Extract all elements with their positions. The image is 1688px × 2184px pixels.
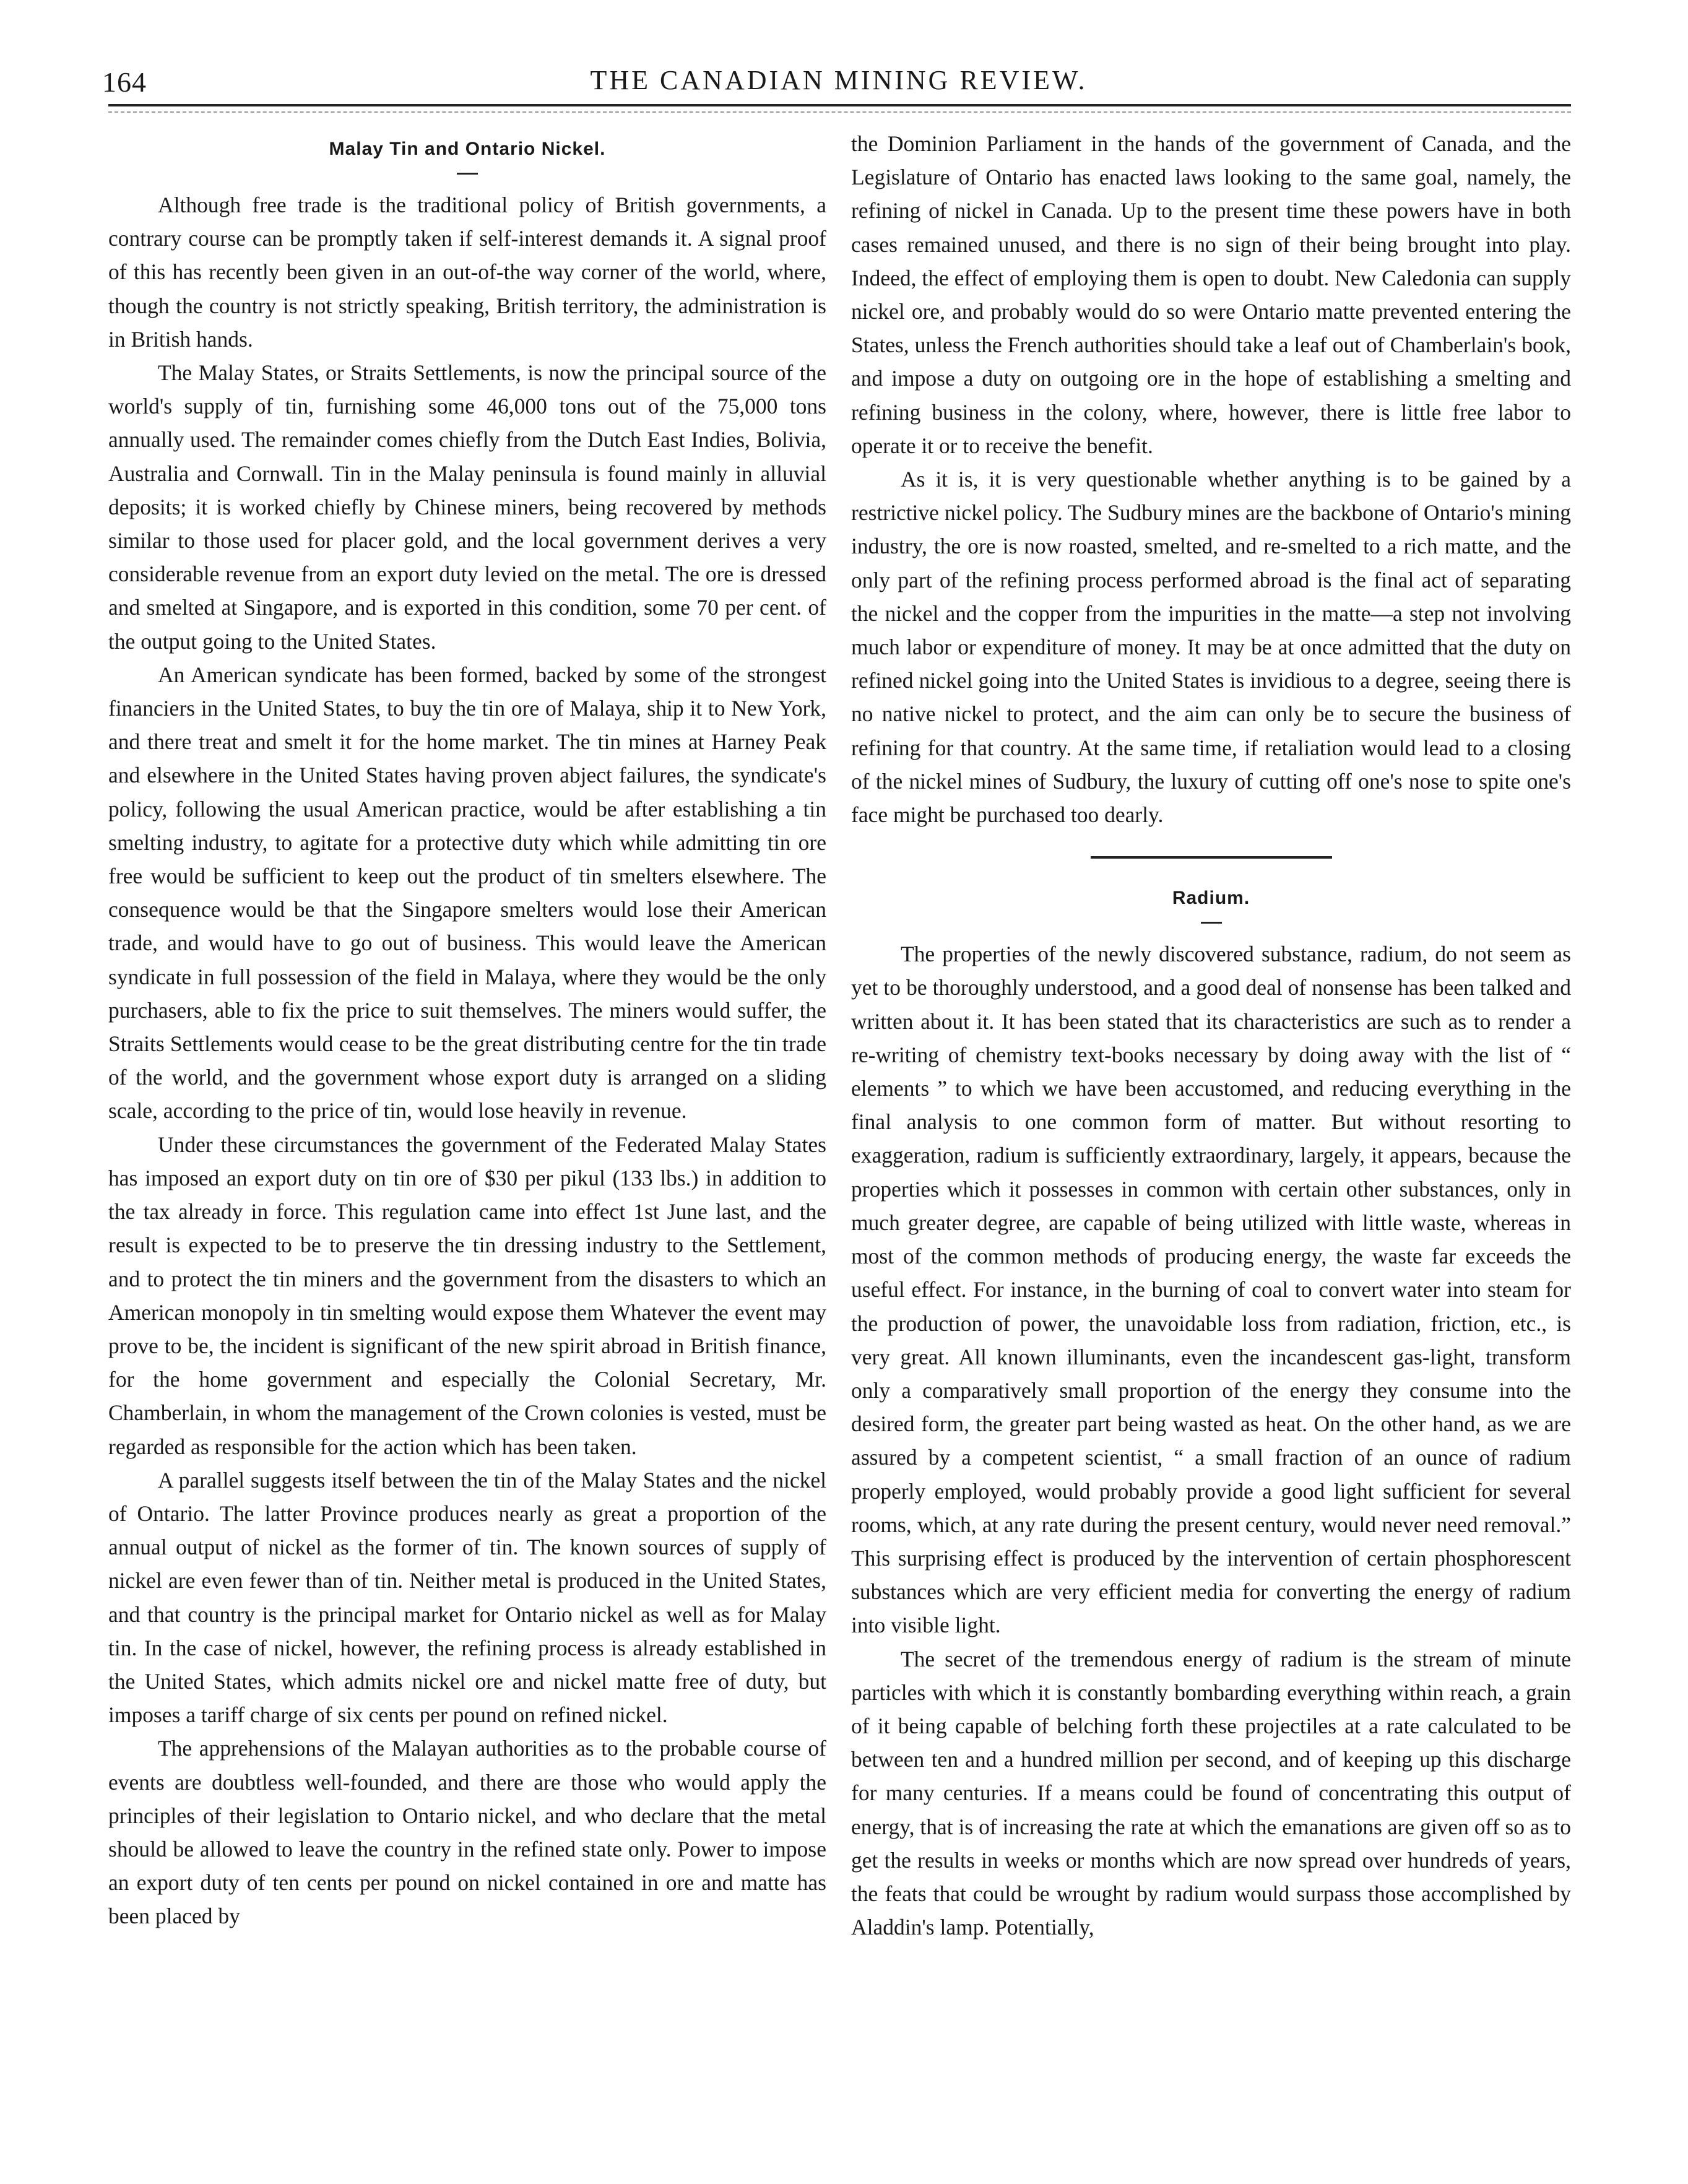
paragraph: The apprehensions of the Malayan authorities as to the probable course of events are doubtless well-founded, and there are those who would apply the principles of their legislation to Ontario nickel, and who declare that the metal should be allowed to leave the country in the refined state only. Power to impose an export duty of ten cents per pound on nickel contained in ore and matte has been placed by [108, 1736, 826, 1929]
header-rule-dashed [108, 111, 1571, 113]
paragraph: An American syndicate has been formed, backed by some of the strongest financiers in the United States, to buy the tin ore of Malaya, ship it to New York, and there treat and smelt it for the home market. The tin mines at Harney Peak and elsewhere in the United States having proven abject failures, the syndicate's policy, following the usual American practice, would be after establishing a tin smelting industry, to agitate for a protective duty which while admitting tin ore free would be sufficient to keep out the product of tin smelters elsewhere. The consequence would be that the Singapore smelters would lose their American trade, and would have to go out of business. This would leave the American syndicate in full possession of the field in Malaya, where they would be the only purchasers, able to fix the price to suit themselves. The miners would suffer, the Straits Settlements would cease to be the great distributing centre for the tin trade of the world, and the government whose export duty is arranged on a sliding scale, according to the price of tin, would lose heavily in revenue. [108, 662, 826, 1124]
article-title-radium: Radium. [1172, 888, 1250, 909]
title-dash [1201, 922, 1222, 924]
title-dash [457, 173, 478, 175]
paragraph-continued: the Dominion Parliament in the hands of the government of Canada, and the Legislature of Ontario has enacted laws looking to the same goal, namely, the refining of nickel in Canada. Up to the present time these powers have in both cases remained unused, and there is no sign of their being brought into play. Indeed, the effect of employing them is open to doubt. New Caledonia can supply nickel ore, and probably would do so were Ontario matte prevented entering the States, unless the French authorities should take a leaf out of Chamberlain's book, and impose a duty on outgoing ore in the hope of establishing a smelting and refining business in the colony, where, however, there is little free labor to operate it or to receive the benefit. [851, 131, 1571, 458]
paragraph: A parallel suggests itself between the tin of the Malay States and the nickel of Ontario. The latter Province produces nearly as great a proportion of the annual output of nickel as the former of tin. The known sources of supply of nickel are even fewer than of tin. Neither metal is produced in the United States, and that country is the principal market for Ontario nickel as well as for Malay tin. In the case of nickel, however, the refining process is already established in the United States, which admits nickel ore and nickel matte free of duty, but imposes a tariff charge of six cents per pound on refined nickel. [108, 1467, 826, 1728]
paragraph: The secret of the tremendous energy of radium is the stream of minute particles with which it is constantly bombarding everything within reach, a grain of it being capable of belching forth these projectiles at a rate calculated to be between ten and a hundred million per second, and of keeping up this discharge for many centuries. If a means could be found of concentrating this output of energy, that is of increasing the rate at which the emanations are given off so as to get the results in weeks or months which are now spread over hundreds of years, the feats that could be wrought by radium would surpass those accomplished by Aladdin's lamp. Potentially, [851, 1646, 1571, 1940]
paragraph: Under these circumstances the government of the Federated Malay States has imposed an export duty on tin ore of $30 per pikul (133 lbs.) in addition to the tax already in force. This regulation came into effect 1st June last, and the result is expected to be to preserve the tin dressing industry to the Settlement, and to protect the tin miners and the government from the disasters to which an American monopoly in tin smelting would expose them Whatever the event may prove to be, the incident is significant of the new spirit abroad in British finance, for the home government and especially the Colonial Secretary, Mr. Chamberlain, in whom the management of the Crown colonies is vested, must be regarded as responsible for the action which has been taken. [108, 1132, 826, 1459]
paragraph: The Malay States, or Straits Settlements, is now the principal source of the world's supply of tin, furnishing some 46,000 tons out of the 75,000 tons annually used. The remainder comes chiefly from the Dutch East Indies, Bolivia, Australia and Cornwall. Tin in the Malay peninsula is found mainly in alluvial deposits; it is worked chiefly by Chinese miners, being recovered by methods similar to those used for placer gold, and the local government derives a very considerable revenue from an export duty levied on the metal. The ore is dressed and smelted at Singapore, and is exported in this condition, some 70 per cent. of the output going to the United States. [108, 360, 826, 654]
page-number: 164 [102, 66, 147, 98]
right-column [851, 127, 1571, 1944]
page-header [102, 57, 1575, 100]
paragraph: The properties of the newly discovered substance, radium, do not seem as yet to be thoroughly understood, and a good deal of nonsense has been talked and written about it. It has been stated that its characteristics are such as to render a re-writing of chemistry text-books necessary by doing away with the list of “ elements ” to which we have been accustomed, and reducing everything in the final analysis to one common form of matter. But without resorting to exaggeration, radium is sufficiently extraordinary, largely, it appears, because the properties which it possesses in common with certain other substances, only in much greater degree, are capable of being utilized with little waste, whereas in most of the common methods of producing energy, the waste far exceeds the useful effect. For instance, in the burning of coal to convert water into steam for the production of power, the unavoidable loss from radiation, friction, etc., is very great. All known illuminants, even the incandescent gas-light, transform only a comparatively small proportion of the energy they consume into the desired form, the greater part being wasted as heat. On the other hand, as we are assured by a competent scientist, “ a small fraction of an ounce of radium properly employed, would probably provide a good light sufficient for several rooms, which, at any rate during the present century, would never need removal.” This surprising effect is produced by the intervention of certain phosphorescent substances which are very efficient media for converting the energy of radium into visible light. [851, 942, 1571, 1638]
article-separator [1091, 856, 1332, 859]
journal-title: THE CANADIAN MINING REVIEW. [590, 65, 1088, 95]
article-title-malay-tin: Malay Tin and Ontario Nickel. [329, 139, 606, 159]
paragraph: As it is, it is very questionable whether anything is to be gained by a restrictive nickel policy. The Sudbury mines are the backbone of Ontario's mining industry, the ore is now roasted, smelted, and re-smelted to a rich matte, and the only part of the refining process performed abroad is the final act of separating the nickel and the copper from the impurities in the matte—a step not involving much labor or expenditure of money. It may be at once admitted that the duty on refined nickel going into the United States is invidious to a degree, seeing there is no native nickel to protect, and the aim can only be to secure the business of refining for that country. At the same time, if retaliation would lead to a closing of the nickel mines of Sudbury, the luxury of cutting off one's nose to spite one's face might be purchased too dearly. [851, 467, 1571, 828]
header-rule [108, 104, 1571, 106]
left-column [108, 127, 826, 1933]
paragraph: Although free trade is the traditional policy of British governments, a contrary course can be promptly taken if self-interest demands it. A signal proof of this has recently been given in an out-of-the way corner of the world, where, though the country is not strictly speaking, British territory, the administration is in British hands. [108, 193, 826, 352]
